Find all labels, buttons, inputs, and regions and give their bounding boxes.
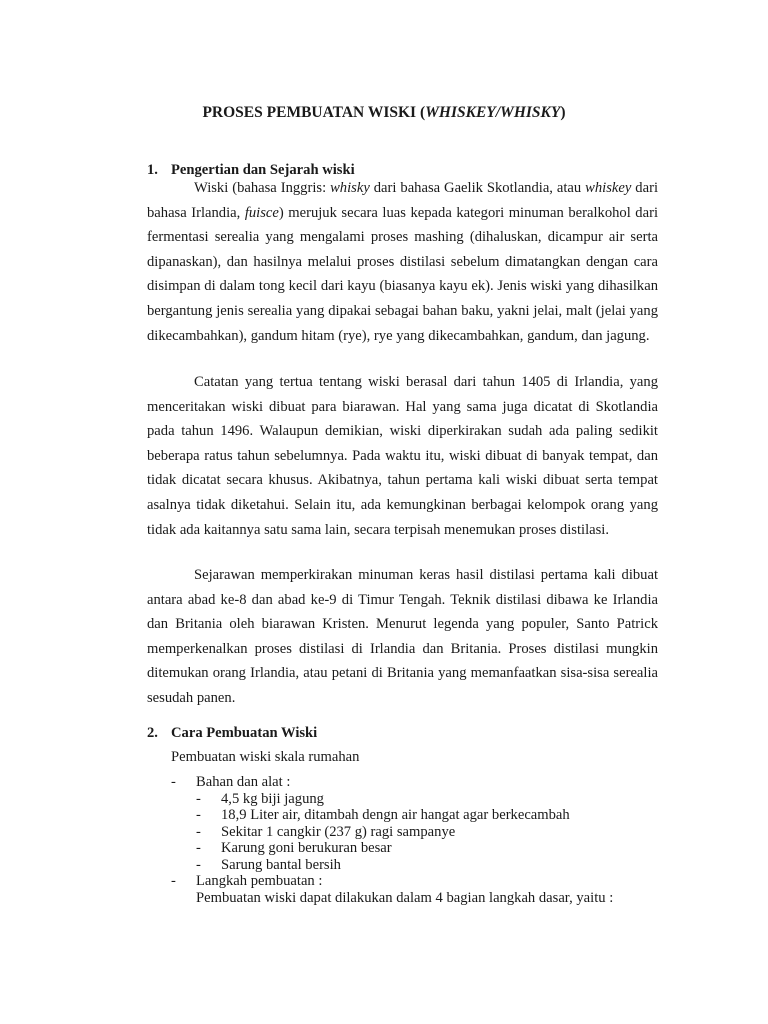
list-item: - Karung goni berukuran besar	[196, 840, 613, 857]
list-item: - 18,9 Liter air, ditambah dengn air hangat agar berkecambah	[196, 807, 613, 824]
list-item: - Sekitar 1 cangkir (237 g) ragi sampanye	[196, 824, 613, 841]
section-2-heading: 2. Cara Pembuatan Wiski	[147, 725, 318, 741]
list-item: - 4,5 kg biji jagung	[196, 791, 613, 808]
list-item-steps: - Langkah pembuatan : Pembuatan wiski dapat dilakukan dalam 4 bagian langkah dasar, yaitu :	[171, 873, 613, 906]
document-title: PROSES PEMBUATAN WISKI (WHISKEY/WHISKY)	[202, 104, 566, 121]
list-item: - Sarung bantal bersih	[196, 857, 613, 874]
paragraph-history-1: Catatan yang tertua tentang wiski berasal dari tahun 1405 di Irlandia, yang menceritakan wiski dibuat para biarawan. Hal yang sama juga dicatat di Skotlandia pada tahun 1496. Walaupun demikian, wiski diperkirakan sudah ada paling sedikit beberapa ratus tahun sebelumnya. Pada waktu itu, wiski dibuat di banyak tempat, dan tidak dicatat secara khusus. Akibatnya, tahun pertama kali wiski dibuat serta tempat asalnya tidak diketahui. Selain itu, ada kemungkinan berbagai kelompok orang yang tidak ada kaitannya satu sama lain, secara terpisah menemukan proses distilasi.	[147, 374, 658, 538]
preparation-list	[171, 774, 613, 906]
ingredients-sublist	[196, 791, 613, 874]
section-1-heading: 1. Pengertian dan Sejarah wiski	[147, 162, 355, 178]
section-2-intro: Pembuatan wiski skala rumahan	[171, 749, 360, 765]
paragraph-definition: Wiski (bahasa Inggris: whisky dari bahasa Gaelik Skotlandia, atau whiskey dari bahasa Irlandia, fuisce) merujuk secara luas kepada kategori minuman beralkohol dari fermentasi serealia yang mengalami proses mashing (dihaluskan, dicampur air serta dipanaskan), dan hasilnya melalui proses distilasi sebelum dimatangkan dengan cara disimpan di dalam tong kecil dari kayu (biasanya kayu ek). Jenis wiski yang dihasilkan bergantung jenis serealia yang dipakai sebagai bahan baku, yakni jelai, malt (jelai yang dikecambahkan), gandum hitam (rye), rye yang dikecambahkan, gandum, dan jagung.	[147, 180, 658, 344]
list-item-ingredients: - Bahan dan alat : - 4,5 kg biji jagung - 18,9 Liter air, ditambah dengn air hangat agar berkecambah - Sekitar 1 cangkir (237 g) ragi sampanye - Karung goni berukuran besar - Sarung bantal bersih	[171, 774, 613, 873]
paragraph-history-2: Sejarawan memperkirakan minuman keras hasil distilasi pertama kali dibuat antara abad ke-8 dan abad ke-9 di Timur Tengah. Teknik distilasi dibawa ke Irlandia dan Britania oleh biarawan Kristen. Menurut legenda yang populer, Santo Patrick memperkenalkan proses distilasi di Irlandia dan Britania. Proses distilasi mungkin ditemukan orang Irlandia, atau petani di Britania yang memanfaatkan sisa-sisa serealia sesudah panen.	[147, 567, 658, 706]
